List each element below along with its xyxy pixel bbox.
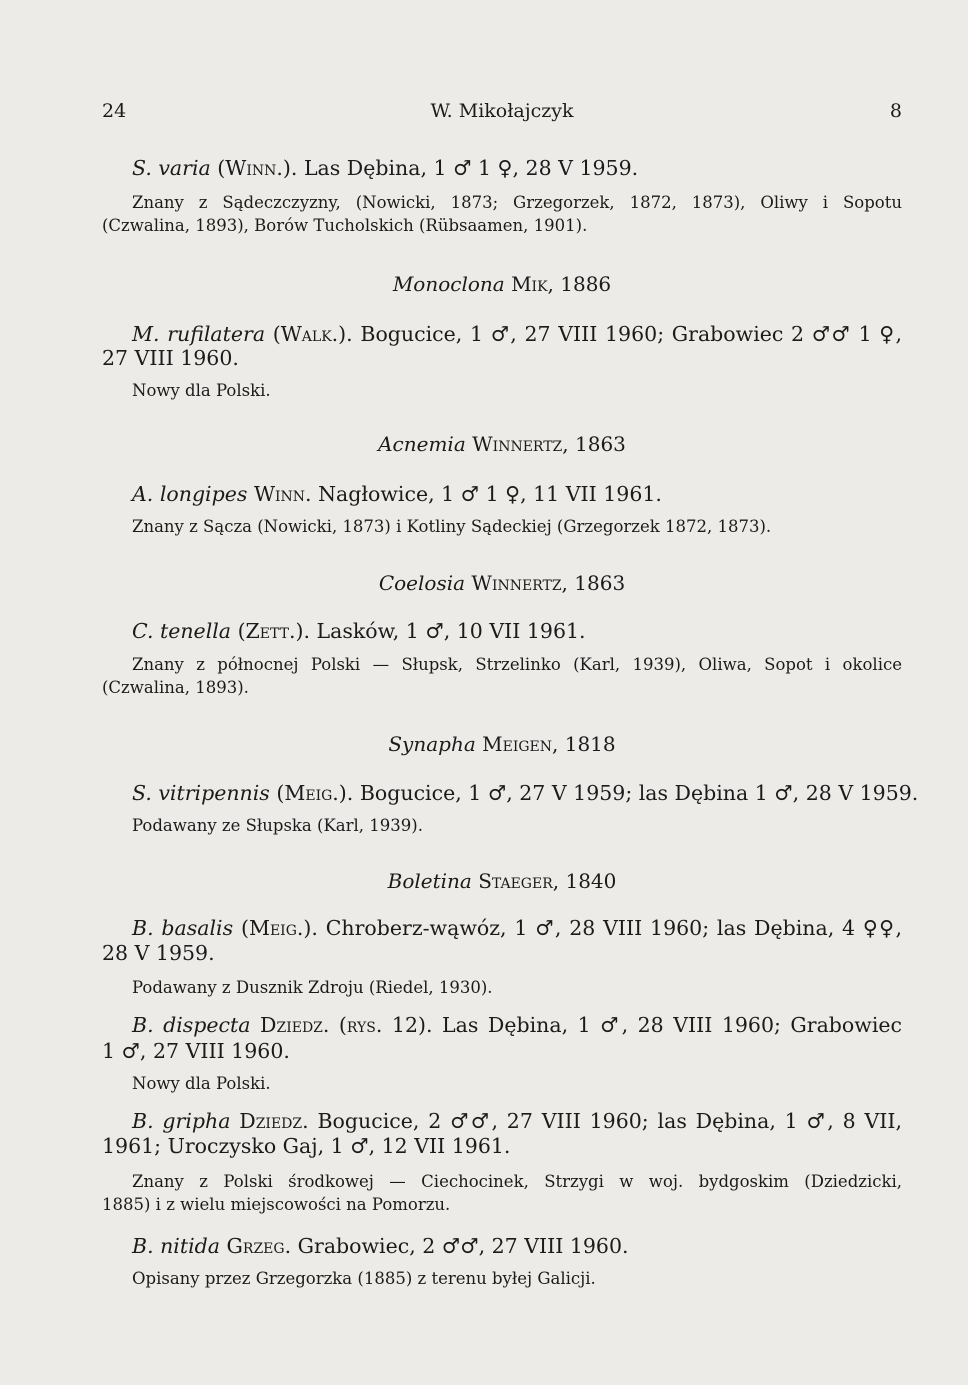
species-name: S. vitripennis	[132, 781, 270, 805]
species-name: B. gripha	[132, 1109, 231, 1133]
genus-author: Staeger, 1840	[478, 869, 617, 893]
note-line: (Czwalina, 1893), Borów Tucholskich (Rübsaamen, 1901).	[102, 216, 588, 235]
species-author: (Zett.).	[237, 619, 310, 643]
note-line: Podawany z Dusznik Zdroju (Riedel, 1930).	[132, 978, 493, 997]
note-line: Znany z Polski środkowej — Ciechocinek, Strzygi w woj. bydgoskim (Dziedzicki,	[132, 1172, 902, 1191]
species-record	[102, 1234, 902, 1258]
genus-heading	[102, 571, 902, 595]
page-number: 24	[102, 100, 127, 122]
genus-author: Meigen, 1818	[482, 732, 616, 756]
note-line: Znany z północnej Polski — Słupsk, Strzelinko (Karl, 1939), Oliwa, Sopot i okolice	[132, 655, 902, 674]
genus-name: Acnemia	[378, 432, 466, 456]
species-record	[102, 156, 902, 180]
species-record	[102, 322, 902, 346]
species-name: B. basalis	[132, 916, 234, 940]
genus-name: Synapha	[388, 732, 476, 756]
species-name: M. rufilatera	[132, 322, 266, 346]
note-line: (Czwalina, 1893).	[102, 678, 249, 697]
record-text: 1961; Uroczysko Gaj, 1 ♂, 12 VII 1961.	[102, 1134, 511, 1158]
species-name: C. tenella	[132, 619, 232, 643]
species-name: B. nitida	[132, 1234, 220, 1258]
page-header	[102, 100, 902, 126]
species-record	[102, 619, 902, 643]
species-author: (Meig.).	[276, 781, 354, 805]
species-name: S. varia	[132, 156, 211, 180]
note-line: Nowy dla Polski.	[132, 381, 271, 400]
genus-name: Coelosia	[378, 571, 466, 595]
record-text: Las Dębina, 1 ♂, 28 VIII 1960; Grabowiec	[442, 1013, 902, 1037]
genus-name: Boletina	[387, 869, 472, 893]
record-text: Bogucice, 2 ♂♂, 27 VIII 1960; las Dębina, 1 ♂, 8 VII,	[317, 1109, 902, 1133]
species-record	[102, 1109, 902, 1133]
record-text: Grabowiec, 2 ♂♂, 27 VIII 1960.	[297, 1234, 629, 1258]
record-text: Lasków, 1 ♂, 10 VII 1961.	[316, 619, 586, 643]
species-author: (Meig.).	[240, 916, 318, 940]
record-text: Las Dębina, 1 ♂ 1 ♀, 28 V 1959.	[303, 156, 639, 180]
record-text: 28 V 1959.	[102, 941, 215, 965]
note-line: Podawany ze Słupska (Karl, 1939).	[132, 816, 423, 835]
genus-heading	[102, 272, 902, 296]
record-text: Bogucice, 1 ♂, 27 V 1959; las Dębina 1 ♂, 28 V 1959.	[359, 781, 919, 805]
species-record	[102, 916, 902, 940]
genus-heading	[102, 869, 902, 893]
species-author: (Walk.).	[272, 322, 353, 346]
genus-name: Monoclona	[392, 272, 505, 296]
species-name: B. dispecta	[132, 1013, 251, 1037]
species-author: Dziedz. (rys. 12).	[260, 1013, 433, 1037]
note-line: Znany z Sącza (Nowicki, 1873) i Kotliny Sądeckiej (Grzegorzek 1872, 1873).	[132, 517, 772, 536]
record-text: 27 VIII 1960.	[102, 346, 239, 370]
record-text: 1 ♂, 27 VIII 1960.	[102, 1039, 290, 1063]
record-text: Nagłowice, 1 ♂ 1 ♀, 11 VII 1961.	[318, 482, 662, 506]
section-number: 8	[889, 100, 902, 122]
genus-author: Winnertz, 1863	[472, 432, 626, 456]
species-name: A. longipes	[132, 482, 248, 506]
genus-heading	[102, 432, 902, 456]
note-line: 1885) i z wielu miejscowości na Pomorzu.	[102, 1195, 451, 1214]
genus-author: Mik, 1886	[511, 272, 612, 296]
record-text: Chroberz-wąwóz, 1 ♂, 28 VIII 1960; las Dębina, 4 ♀♀,	[325, 916, 902, 940]
species-record	[102, 1013, 902, 1037]
note-line: Nowy dla Polski.	[132, 1074, 271, 1093]
genus-author: Winnertz, 1863	[471, 571, 626, 595]
species-author: Grzeg.	[226, 1234, 292, 1258]
genus-heading	[102, 732, 902, 756]
note-line: Opisany przez Grzegorzka (1885) z terenu byłej Galicji.	[132, 1269, 596, 1288]
species-record	[102, 781, 919, 805]
species-record	[102, 482, 902, 506]
species-author: Winn.	[253, 482, 312, 506]
species-author: Dziedz.	[239, 1109, 309, 1133]
note-line: Znany z Sądeczczyzny, (Nowicki, 1873; Grzegorzek, 1872, 1873), Oliwy i Sopotu	[132, 193, 902, 212]
species-author: (Winn.).	[217, 156, 298, 180]
record-text: Bogucice, 1 ♂, 27 VIII 1960; Grabowiec 2 ♂♂ 1 ♀,	[360, 322, 902, 346]
running-title: W. Mikołajczyk	[430, 100, 574, 122]
